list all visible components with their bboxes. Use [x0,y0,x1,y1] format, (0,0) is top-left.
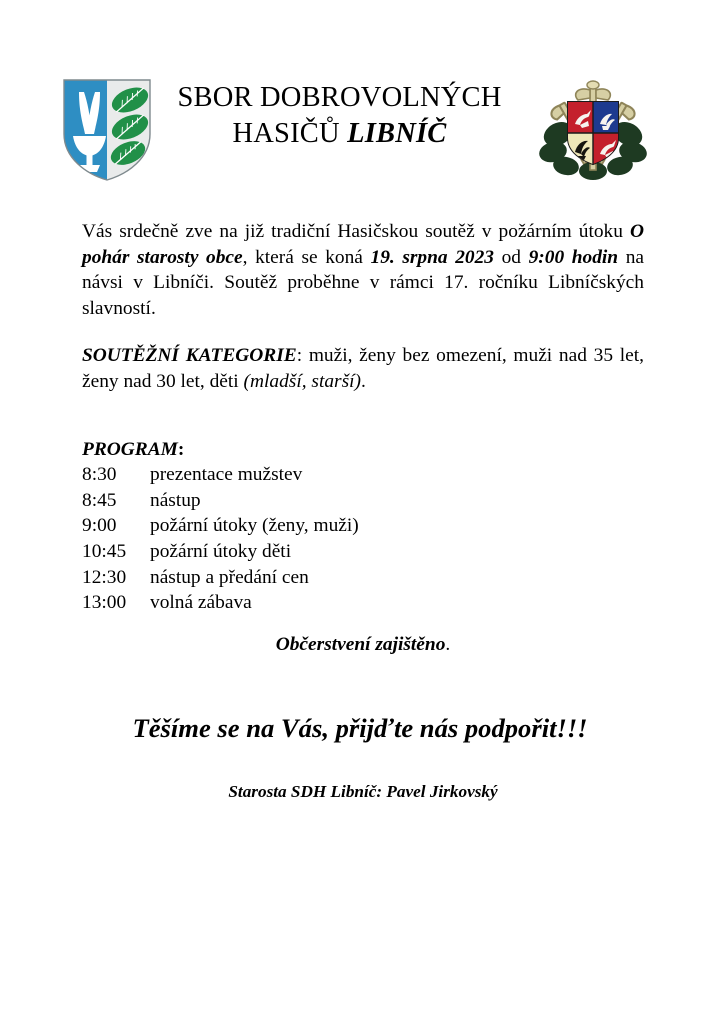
program-time: 13:00 [82,592,127,614]
program-time: 8:30 [82,464,117,486]
program-time: 12:30 [82,566,127,588]
poster-header [0,74,713,192]
invitation-event-date: 19. srpna 2023 [370,246,494,268]
program-heading-colon: : [177,438,185,460]
list-item [82,590,644,616]
title-line-2-prefix: HASIČŮ [232,118,348,150]
invitation-run-4: na návsi v Libníči. Soutěž proběhne v rámci 17. ročníku Libníčských slavností. [82,246,644,319]
invitation-event-name: O pohár starosty obce [82,221,644,268]
czech-firefighters-emblem-icon [532,76,654,182]
invitation-event-time: 9:00 hodin [528,246,619,268]
signature-line: Starosta SDH Libníč: Pavel Jirkovský [228,782,498,801]
list-item [82,539,644,565]
program-label: nástup [150,489,201,511]
invitation-paragraph [82,219,644,321]
invitation-run-2: , která se koná [242,246,371,268]
program-time: 9:00 [82,515,117,537]
poster-body [82,219,644,616]
program-heading-text: PROGRAM [82,438,178,460]
categories-run-1: : muži, ženy bez omezení, muži nad 35 let, ženy nad 30 let, děti [82,345,645,392]
program-time: 8:45 [82,489,117,511]
list-item [82,488,644,514]
categories-run-2: . [360,370,366,392]
categories-heading: SOUTĚŽNÍ KATEGORIE [82,345,297,367]
program-label: volná zábava [150,592,252,614]
list-item [82,513,644,539]
categories-age-groups: (mladší, starší) [243,370,361,392]
program-time: 10:45 [82,540,127,562]
refreshment-note [82,632,644,658]
invitation-run-1: Vás srdečně zve na již tradiční Hasičskou soutěž v požárním útoku [82,221,630,242]
list-item [82,565,644,591]
refreshment-text: Občerstvení zajištěno [275,634,446,655]
categories-paragraph [82,343,644,394]
program-label: prezentace mužstev [150,464,303,486]
title-line-1: SBOR DOBROVOLNÝCH [177,82,502,113]
title-line-2 [154,116,526,152]
call-to-action: Těšíme se na Vás, přijďte nás podpořit!!! [132,713,588,743]
refreshment-period: . [445,634,451,655]
libnic-municipal-coat-of-arms-icon [60,76,154,184]
program-heading [82,437,644,463]
organisation-title [154,74,526,153]
invitation-run-3: od [494,246,529,268]
program-label: požární útoky (ženy, muži) [150,515,359,537]
program-schedule-list [82,462,644,616]
program-section [82,437,644,616]
title-line-2-emphasis: LIBNÍČ [347,118,447,150]
program-label: nástup a předání cen [150,566,309,588]
program-label: požární útoky děti [150,540,292,562]
list-item [82,462,644,488]
